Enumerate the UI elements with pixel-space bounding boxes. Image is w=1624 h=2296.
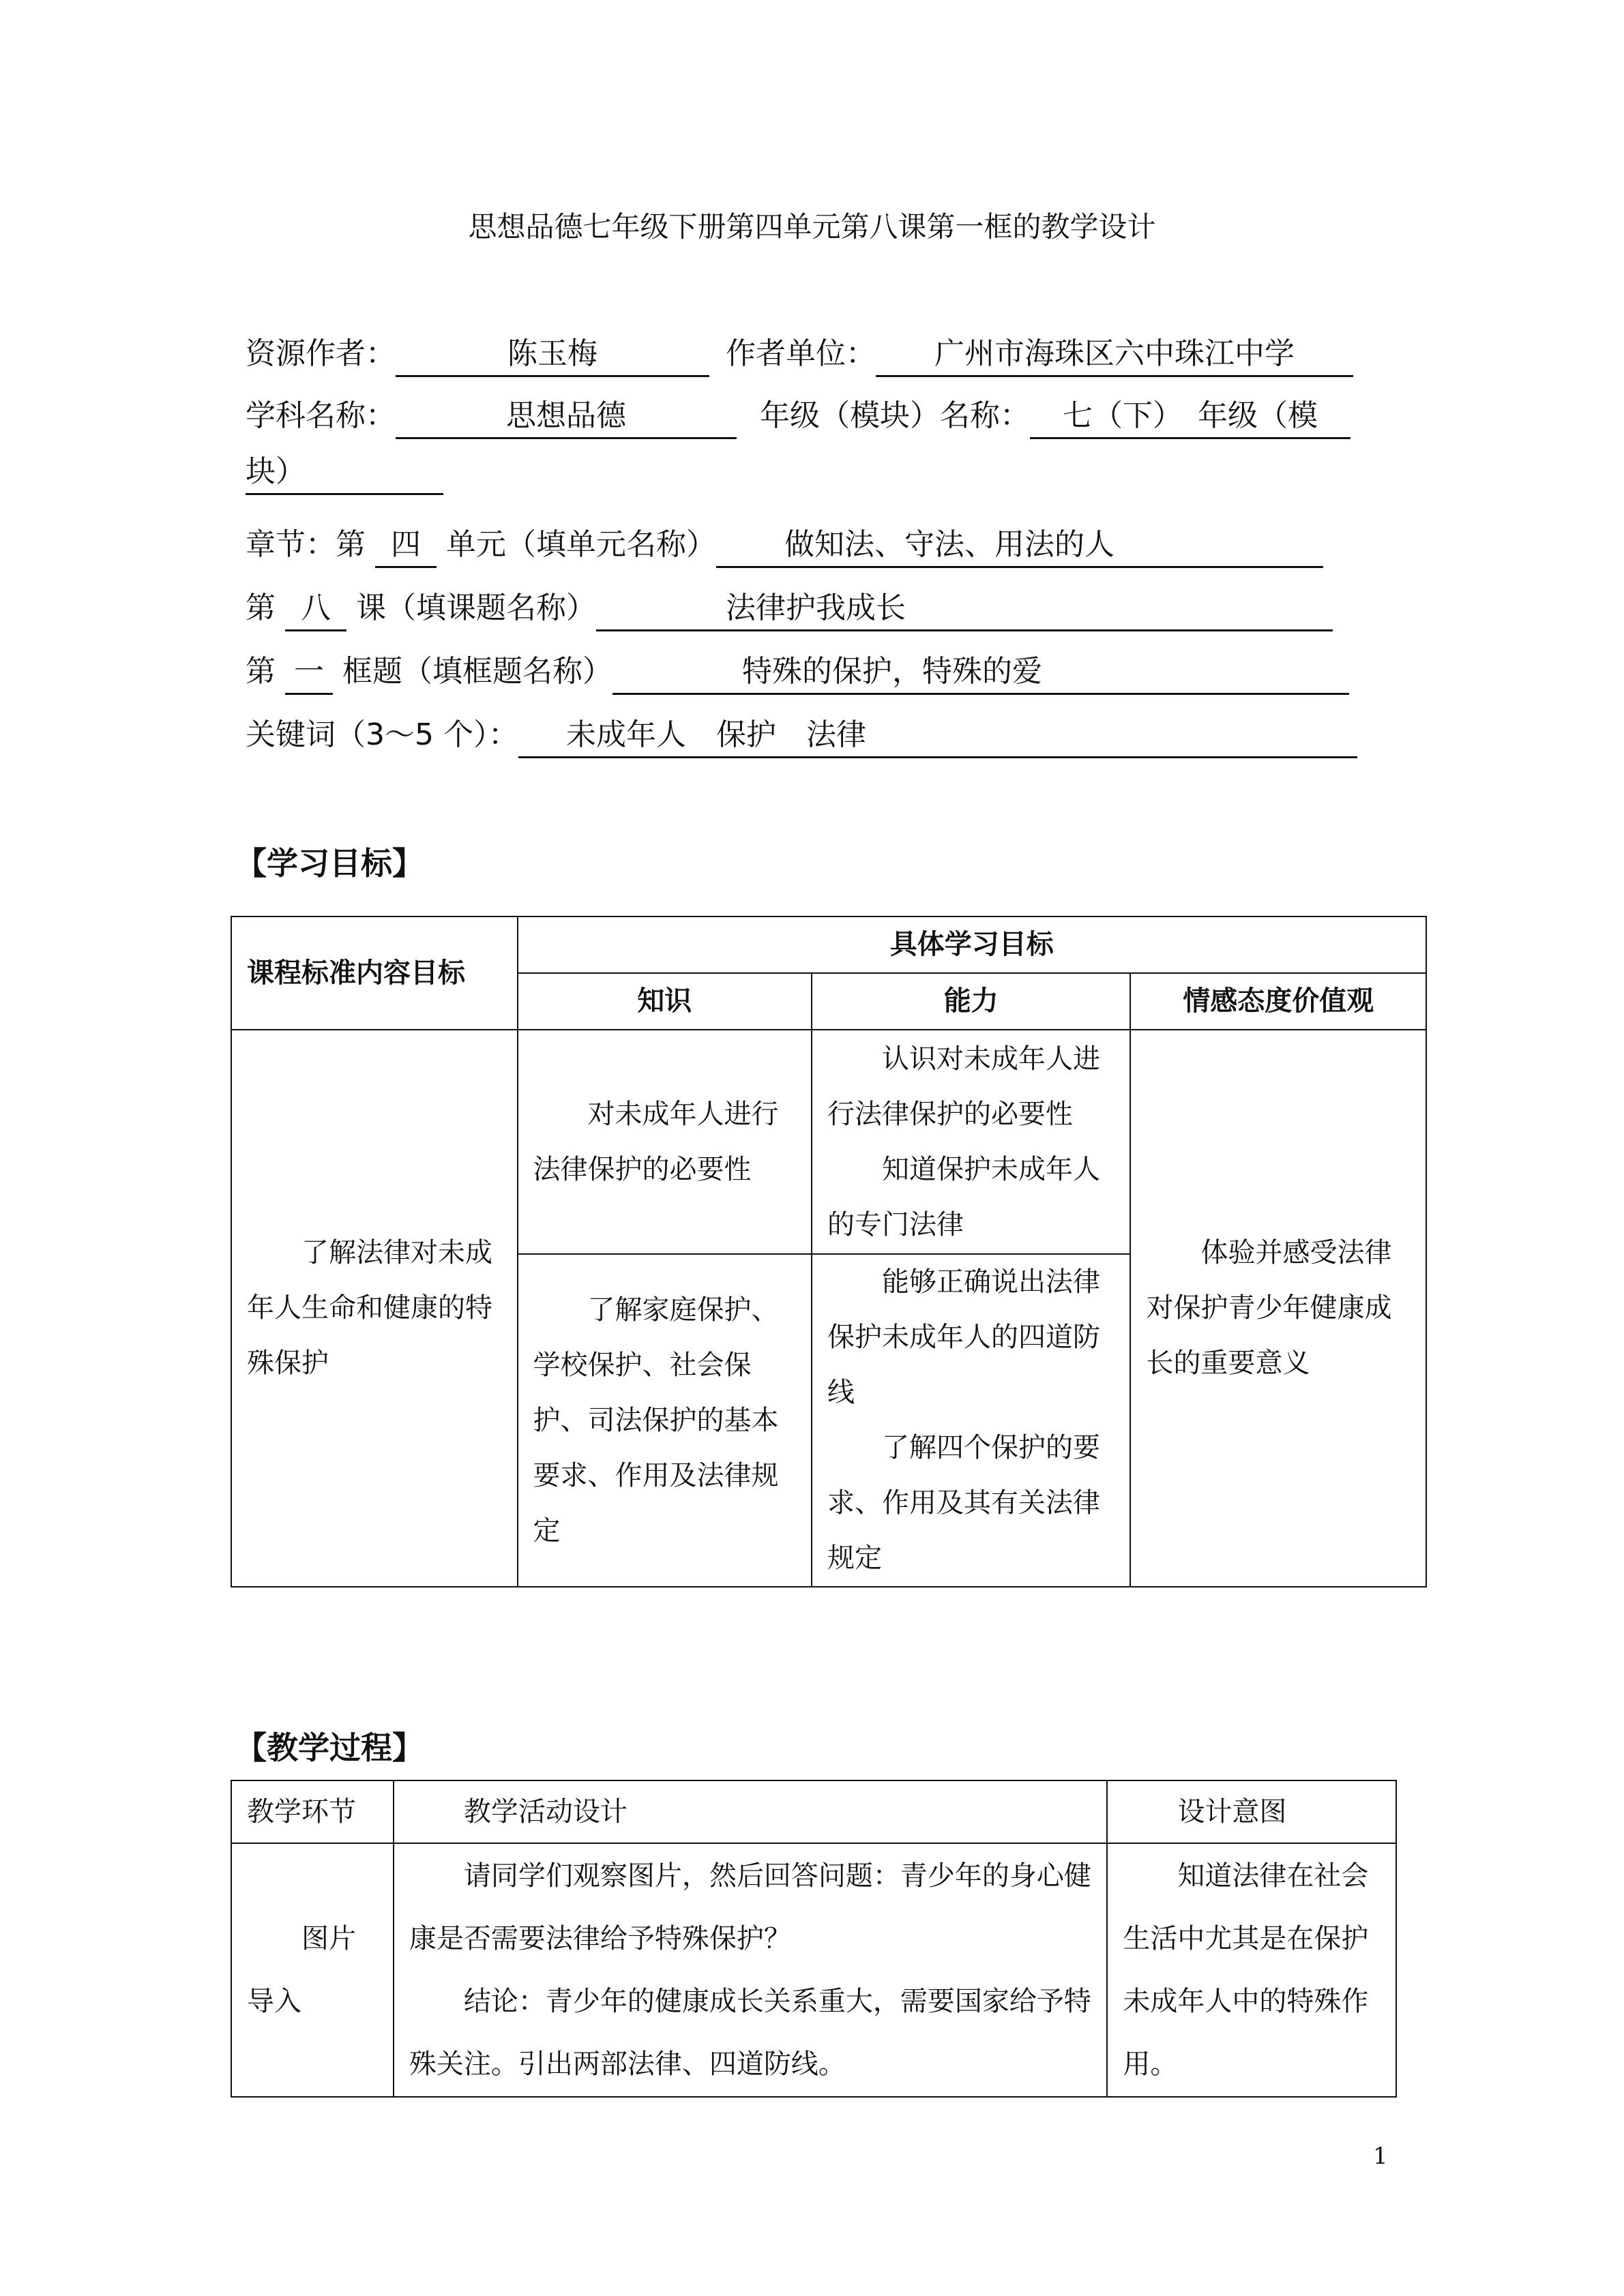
ability-2a: 能够正确说出法律保护未成年人的四道防线	[827, 1266, 1101, 1408]
lesson-number: 八	[285, 591, 346, 631]
process-heading: 【教学过程】	[235, 1729, 424, 1766]
process-table	[231, 1780, 1397, 2098]
col-specific-header: 具体学习目标	[518, 916, 1426, 973]
col-stage-header: 教学环节	[231, 1780, 394, 1843]
intent-cell-1: 知道法律在社会生活中尤其是在保护未成年人中的特殊作用。	[1107, 1843, 1396, 2097]
lesson-name: 法律护我成长	[596, 591, 1333, 631]
document-title: 思想品德七年级下册第四单元第八课第一框的教学设计	[468, 210, 1156, 243]
chapter-line	[246, 520, 1323, 568]
subject-line	[246, 391, 1350, 439]
author-label: 资源作者：	[246, 336, 396, 371]
emotion-cell: 体验并感受法律对保护青少年健康成长的重要意义	[1130, 1030, 1426, 1587]
frame-line	[246, 646, 1349, 695]
subject-value: 思想品德	[396, 398, 737, 439]
activity-cell-1	[394, 1843, 1108, 2097]
chapter-number: 四	[375, 527, 437, 568]
page-number: 1	[1373, 2143, 1388, 2170]
goals-table	[231, 916, 1427, 1587]
grade-continued: 块）	[246, 454, 443, 495]
ability-cell-1	[812, 1030, 1130, 1254]
col-ability-header: 能力	[812, 973, 1130, 1030]
frame-number: 一	[285, 654, 333, 695]
knowledge-cell-2: 了解家庭保护、学校保护、社会保护、司法保护的基本要求、作用及法律规定	[518, 1254, 812, 1587]
activity-1a: 请同学们观察图片，然后回答问题：青少年的身心健康是否需要法律给予特殊保护？	[409, 1860, 1091, 1954]
lesson-label-2: 课（填课题名称）	[356, 591, 596, 625]
grade-cont-line	[246, 454, 443, 495]
activity-1b: 结论：青少年的健康成长关系重大，需要国家给予特殊关注。引出两部法律、四道防线。	[409, 1986, 1091, 2080]
chapter-label-2: 单元（填单元名称）	[446, 527, 716, 562]
keywords-line	[246, 710, 1357, 758]
col-activity-header: 教学活动设计	[394, 1780, 1108, 1843]
col-intent-header: 设计意图	[1107, 1780, 1396, 1843]
subject-label: 学科名称：	[246, 398, 396, 433]
goals-heading: 【学习目标】	[235, 845, 424, 882]
grade-label: 年级（模块）名称：	[760, 398, 1030, 433]
ability-1b: 知道保护未成年人的专门法律	[827, 1153, 1101, 1240]
col-knowledge-header: 知识	[518, 973, 812, 1030]
chapter-label-1: 章节：第	[246, 527, 366, 562]
standard-cell: 了解法律对未成年人生命和健康的特殊保护	[231, 1030, 518, 1587]
frame-label-1: 第	[246, 654, 276, 689]
chapter-name: 做知法、守法、用法的人	[716, 527, 1323, 568]
frame-label-2: 框题（填框题名称）	[342, 654, 612, 689]
col-emotion-header: 情感态度价值观	[1130, 973, 1426, 1030]
author-line	[246, 329, 1353, 377]
grade-value: 七（下） 年级（模	[1030, 398, 1350, 439]
unit-value: 广州市海珠区六中珠江中学	[876, 336, 1353, 377]
unit-label: 作者单位：	[726, 336, 876, 371]
ability-cell-2	[812, 1254, 1130, 1587]
keywords-value: 未成年人 保护 法律	[518, 717, 1357, 758]
frame-name: 特殊的保护，特殊的爱	[612, 654, 1349, 695]
ability-2b: 了解四个保护的要求、作用及其有关法律规定	[827, 1432, 1101, 1574]
ability-1a: 认识对未成年人进行法律保护的必要性	[827, 1043, 1101, 1130]
stage-cell-1: 图片导入	[231, 1843, 394, 2097]
lesson-line	[246, 583, 1333, 631]
lesson-label-1: 第	[246, 591, 276, 625]
keywords-label: 关键词（3～5 个）：	[246, 717, 518, 752]
col-standard-header: 课程标准内容目标	[231, 916, 518, 1030]
knowledge-cell-1: 对未成年人进行法律保护的必要性	[518, 1030, 812, 1254]
author-value: 陈玉梅	[396, 336, 709, 377]
